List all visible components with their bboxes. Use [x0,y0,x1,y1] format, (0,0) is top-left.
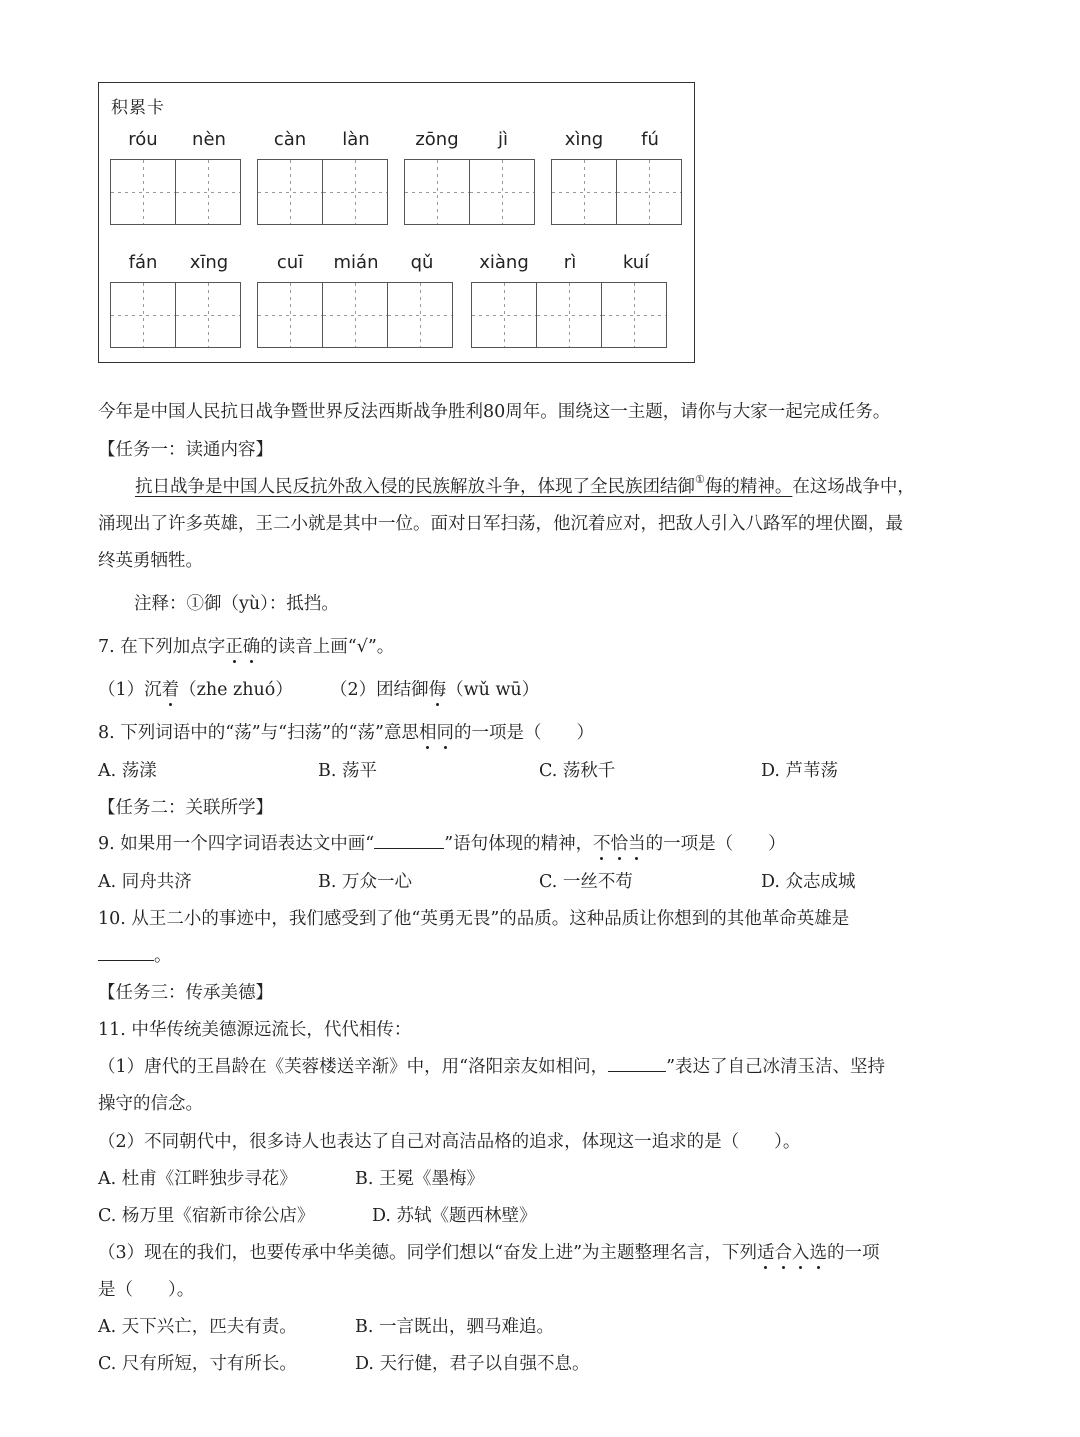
pinyin: xīng [189,252,229,273]
q11-3-option-b[interactable]: B. 一言既出，驷马难追。 [355,1317,554,1337]
pinyin: róu [128,129,158,150]
writing-box[interactable] [175,282,241,348]
q7-stem [98,633,394,658]
pinyin: làn [342,129,370,150]
q10-end: 。 [154,946,172,966]
dotted-char: 着 [161,680,180,700]
q9-text: 的一项是（ ） [645,834,786,854]
dotted-char: 适 [757,1243,775,1263]
q9-text: 9. 如果用一个四字词语表达文中画“ [98,834,375,854]
answer-blank[interactable] [98,942,154,961]
writing-box[interactable] [471,282,537,348]
writing-box[interactable] [551,159,617,225]
writing-box[interactable] [322,159,388,225]
underlined-text: 抗日战争是中国人民反抗外敌入侵的民族解放斗争，体现了全民族团结御 [135,477,695,497]
writing-box[interactable] [257,159,323,225]
q8-option-a[interactable]: A. 荡漾 [98,761,157,781]
dotted-char: 选 [809,1243,828,1263]
q11-2-option-c[interactable]: C. 杨万里《宿新市徐公店》 [98,1206,315,1226]
underlined-text-end: 侮的精神。 [704,477,793,497]
q7-part-1 [98,676,293,701]
q7-text: （1）沉 [98,680,162,700]
q11-2-option-b[interactable]: B. 王冕《墨梅》 [355,1169,484,1189]
passage-line-3: 终英勇牺牲。 [98,551,203,571]
q10-answer-line [98,942,172,967]
task1-heading: 【任务一：读通内容】 [98,440,273,460]
q11-text: 的一项 [827,1243,880,1263]
footnote-mark: ① [695,473,705,486]
q11-text: ”表达了自己冰清玉洁、坚持 [666,1057,886,1077]
pinyin: nèn [192,129,226,150]
writing-box[interactable] [387,282,453,348]
q8-text: 8. 下列词语中的“荡”与“扫荡”的“荡”意思 [98,723,419,743]
dotted-char: 确 [242,637,261,657]
q9-stem [98,830,786,855]
q9-text: ”语句体现的精神， [444,834,594,854]
dotted-char: 不 [593,834,611,854]
writing-box[interactable] [469,159,535,225]
pinyin: kuí [622,252,650,273]
q7-text: 的读音上画“√”。 [260,637,395,657]
q11-2-option-d[interactable]: D. 苏轼《题西林壁》 [372,1206,537,1226]
writing-box[interactable] [257,282,323,348]
dotted-char: 正 [225,637,243,657]
q11-text: （1）唐代的王昌龄在《芙蓉楼送辛渐》中，用“洛阳亲友如相问， [98,1057,609,1077]
pinyin: xìng [564,129,604,150]
underline-blank [374,830,444,849]
q8-option-b[interactable]: B. 荡平 [318,761,377,781]
writing-box[interactable] [616,159,682,225]
intro-text: 今年是中国人民抗日战争暨世界反法西斯战争胜利80周年。围绕这一主题，请你与大家一起完成任务。 [98,402,891,422]
pinyin: càn [273,129,307,150]
dotted-char: 入 [792,1243,810,1263]
answer-blank[interactable] [608,1053,666,1072]
passage-rest: 在这场战争中， [792,477,915,497]
task3-heading: 【任务三：传承美德】 [98,983,273,1003]
card-title: 积累卡 [111,98,165,118]
dotted-char: 合 [774,1243,793,1263]
pinyin: mián [333,252,379,273]
writing-box[interactable] [110,159,176,225]
q11-part-1 [98,1053,885,1078]
q11-part-3 [98,1239,880,1264]
q9-option-a[interactable]: A. 同舟共济 [98,872,192,892]
q7-pinyin-choices[interactable]: （zhe zhuó） [179,680,293,700]
q11-part-1-cont: 操守的信念。 [98,1094,203,1114]
underlined-sentence [135,473,793,497]
dotted-char: 恰 [610,834,629,854]
pinyin: rì [563,252,577,273]
dotted-char: 相 [418,723,437,743]
writing-box[interactable] [601,282,667,348]
q7-part-2 [330,676,539,701]
q9-option-d[interactable]: D. 众志成城 [761,872,856,892]
q9-option-b[interactable]: B. 万众一心 [318,872,412,892]
task2-heading: 【任务二：关联所学】 [98,798,273,818]
q9-option-c[interactable]: C. 一丝不苟 [539,872,633,892]
pinyin: qǔ [410,252,434,273]
dotted-char: 侮 [428,680,447,700]
accumulation-card [98,82,695,363]
q11-3-option-d[interactable]: D. 天行健，君子以自强不息。 [355,1354,590,1374]
q11-3-option-c[interactable]: C. 尺有所短，寸有所长。 [98,1354,297,1374]
q11-part-3-cont: 是（ ）。 [98,1280,195,1300]
pinyin: cuī [276,252,304,273]
q7-text: （2）团结御 [330,680,429,700]
passage-note: 注释：①御（yù）：抵挡。 [134,594,339,614]
q7-text: 7. 在下列加点字 [98,637,226,657]
writing-box[interactable] [536,282,602,348]
pinyin: fú [641,129,659,150]
passage-line-2: 涌现出了许多英雄，王二小就是其中一位。面对日军扫荡，他沉着应对，把敌人引入八路军的埋伏圈，最 [98,514,903,534]
q11-stem: 11. 中华传统美德源远流长，代代相传： [98,1020,412,1040]
q8-option-d[interactable]: D. 芦苇荡 [761,761,839,781]
q11-2-option-a[interactable]: A. 杜甫《江畔独步寻花》 [98,1169,297,1189]
dotted-char: 同 [436,723,454,743]
writing-box[interactable] [322,282,388,348]
dotted-char: 当 [628,834,646,854]
passage-line-1 [135,473,915,498]
q11-3-option-a[interactable]: A. 天下兴亡，匹夫有责。 [98,1317,297,1337]
q11-text: （3）现在的我们，也要传承中华美德。同学们想以“奋发上进”为主题整理名言，下列 [98,1243,758,1263]
q10-stem: 10. 从王二小的事迹中，我们感受到了他“英勇无畏”的品质。这种品质让你想到的其他革命英雄是 [98,909,850,929]
writing-box[interactable] [110,282,176,348]
pinyin: zōng [415,129,459,150]
pinyin: jì [497,129,508,150]
q8-stem [98,719,594,744]
q8-text: 的一项是（ ） [453,723,594,743]
q7-pinyin-choices[interactable]: （wǔ wū） [446,680,540,700]
q8-option-c[interactable]: C. 荡秋千 [539,761,616,781]
writing-box[interactable] [175,159,241,225]
q11-part-2: （2）不同朝代中，很多诗人也表达了自己对高洁品格的追求，体现这一追求的是（ ）。 [98,1132,801,1152]
pinyin: fán [128,252,158,273]
pinyin: xiàng [479,252,529,273]
writing-box[interactable] [404,159,470,225]
